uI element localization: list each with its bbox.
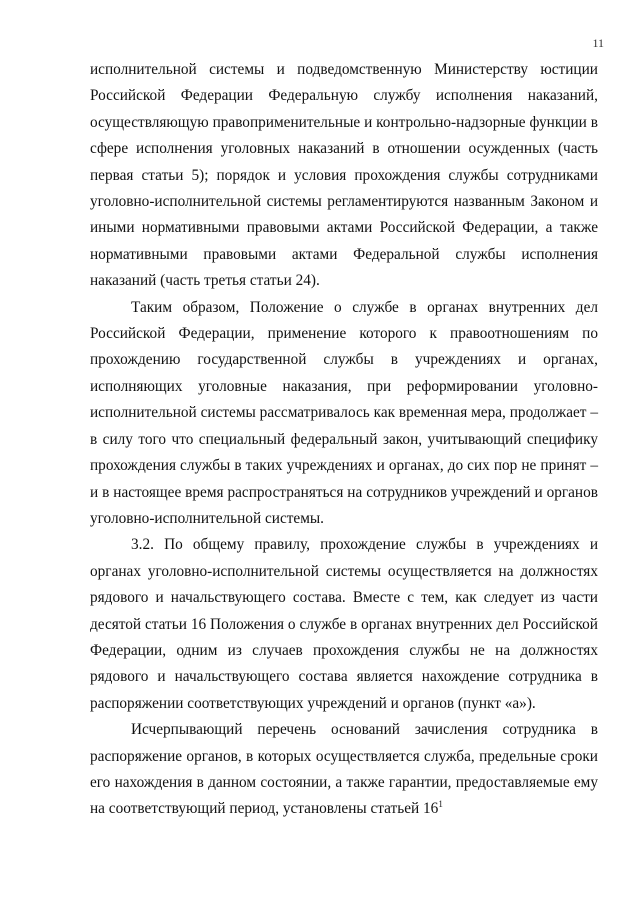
page-number: 11	[592, 36, 604, 50]
document-body	[90, 57, 598, 823]
paragraph-continuation: исполнительной системы и подведомственную Министерству юстиции Российской Федерации Федеральную службу исполнения наказаний, осуществляющую правоприменительные и контрольно-надзорные функции в сфере исполнения уголовных наказаний в отношении осужденных (часть первая статьи 5); порядок и условия прохождения службы сотрудниками уголовно-исполнительной системы регламентируются названным Законом и иными нормативными правовыми актами Российской Федерации, а также нормативными правовыми актами Федеральной службы исполнения наказаний (часть третья статьи 24).	[90, 61, 598, 290]
paragraph-conclusion: Таким образом, Положение о службе в органах внутренних дел Российской Федерации, применение которого к правоотношениям по прохождению государственной службы в учреждениях и органах, исполняющих уголовные наказания, при реформировании уголовно-исполнительной системы рассматривалось как временная мера, продолжает – в силу того что специальный федеральный закон, учитывающий специфику прохождения службы в таких учреждениях и органах, до сих пор не принят – и в настоящее время распространяться на сотрудников учреждений и органов уголовно-исполнительной системы.	[90, 298, 598, 527]
paragraph-section-3-2: 3.2. По общему правилу, прохождение службы в учреждениях и органах уголовно-исполнительной системы осуществляется на должностях рядового и начальствующего состава. Вместе с тем, как следует из части десятой статьи 16 Положения о службе в органах внутренних дел Российской Федерации, одним из случаев прохождения службы не на должностях рядового и начальствующего состава является нахождение сотрудника в распоряжении соответствующих учреждений и органов (пункт «а»).	[90, 536, 598, 712]
paragraph-exhaustive-list-text: Исчерпывающий перечень оснований зачисления сотрудника в распоряжение органов, в которых осуществляется служба, предельные сроки его нахождения в данном состоянии, а также гарантии, предоставляемые ему на соответствующий период, установлены статьей 16	[90, 721, 598, 818]
article-superscript: 1	[438, 799, 443, 810]
paragraph-exhaustive-list	[90, 717, 598, 823]
